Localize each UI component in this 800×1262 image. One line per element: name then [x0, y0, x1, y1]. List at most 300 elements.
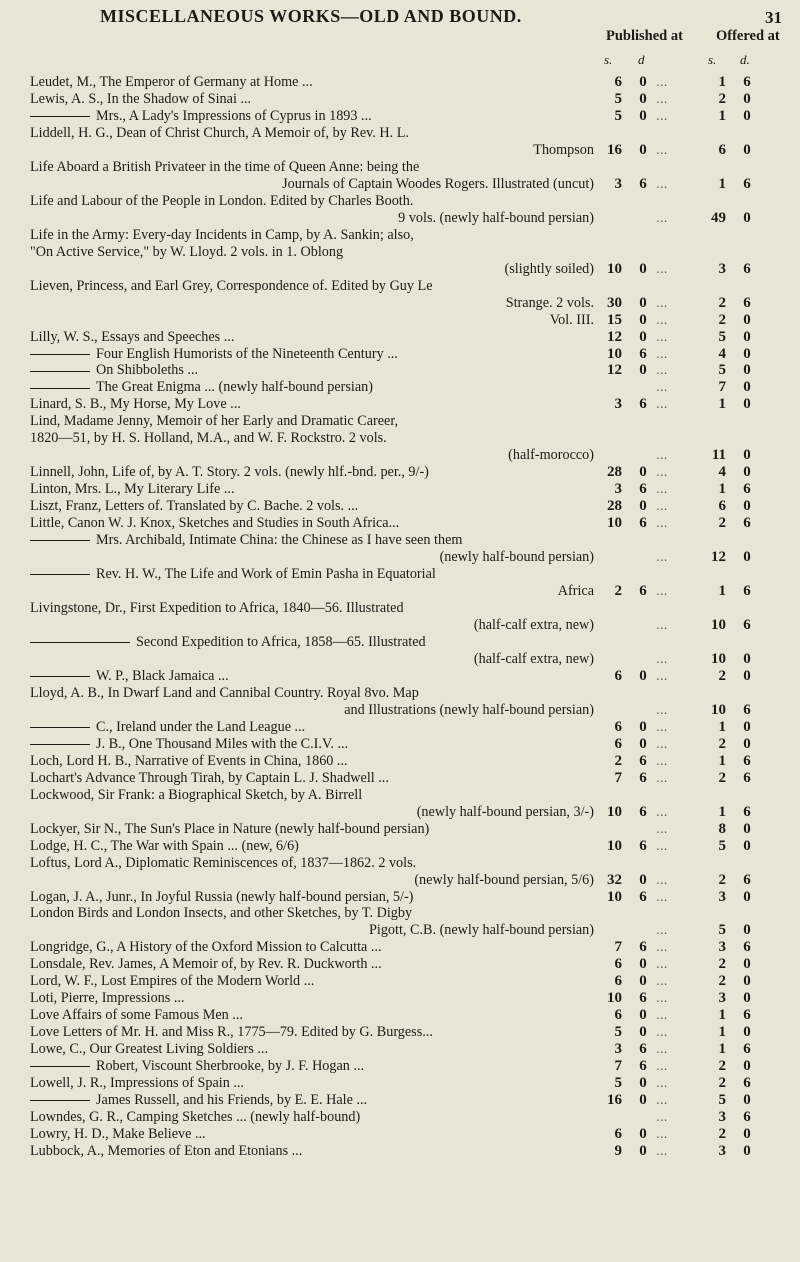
entry-title: Four English Humorists of the Nineteenth Century ...: [96, 345, 398, 362]
catalogue-entry: [0, 821, 800, 838]
leader-dots: ...: [656, 618, 668, 632]
entry-text: [30, 142, 594, 159]
published-shillings: 5: [614, 107, 622, 124]
published-shillings: 3: [614, 396, 622, 413]
entry-title: Loftus, Lord A., Diplomatic Reminiscences of, 1837—1862. 2 vols.: [30, 854, 417, 871]
offered-shillings: 4: [718, 345, 726, 362]
offered-pence: 0: [743, 650, 751, 667]
entry-title: Linnell, John, Life of, by A. T. Story. 2 vols. (newly hlf.-bnd. per., 9/-): [30, 464, 429, 481]
published-pence: 6: [639, 583, 647, 600]
offered-shillings: 1: [718, 1024, 726, 1041]
catalogue-entry: [0, 1109, 800, 1126]
catalogue-entry: [0, 922, 800, 939]
ditto-rule: [30, 574, 90, 575]
entry-text: [30, 787, 600, 804]
entry-title: The Great Enigma ... (newly half-bound persian): [96, 379, 373, 396]
offered-pence: 0: [743, 498, 751, 515]
entry-text: [30, 447, 594, 464]
offered-pence: 0: [743, 667, 751, 684]
published-pence: 0: [639, 107, 647, 124]
entry-title: Livingstone, Dr., First Expedition to Africa, 1840—56. Illustrated: [30, 600, 404, 617]
published-shillings: 30: [607, 294, 622, 311]
entry-title: Journals of Captain Woodes Rogers. Illustrated (uncut): [282, 175, 594, 192]
offered-shillings: 1: [718, 803, 726, 820]
published-pence: 0: [639, 90, 647, 107]
catalogue-entry: [0, 583, 800, 600]
catalogue-entry: [0, 515, 800, 532]
catalogue-entry: [0, 634, 800, 651]
published-pence: 0: [639, 1126, 647, 1143]
entry-text: [30, 312, 594, 329]
entry-title: Pigott, C.B. (newly half-bound persian): [369, 922, 594, 939]
offered-shillings: 2: [718, 294, 726, 311]
leader-dots: ...: [656, 872, 668, 887]
published-shillings: 16: [607, 141, 622, 158]
offered-shillings: 1: [718, 752, 726, 769]
offered-pence: 0: [743, 107, 751, 124]
offered-shillings: 2: [718, 956, 726, 973]
entry-title: (newly half-bound persian, 5/6): [414, 871, 594, 888]
offered-shillings: 3: [718, 939, 726, 956]
ditto-rule: [30, 727, 90, 728]
catalogue-entry: [0, 244, 800, 261]
catalogue-entry: [0, 74, 800, 91]
published-shillings: 15: [607, 311, 622, 328]
entry-title: Linard, S. B., My Horse, My Love ...: [30, 396, 241, 413]
leader-dots: ...: [656, 719, 668, 734]
leader-dots: ...: [656, 923, 668, 938]
leader-dots: ...: [656, 668, 668, 683]
published-pence: 0: [639, 956, 647, 973]
catalogue-entry: [0, 668, 800, 685]
offered-pence: 0: [743, 718, 751, 735]
published-shillings: 10: [607, 888, 622, 905]
offered-shillings: 7: [718, 379, 726, 396]
published-shillings: 12: [607, 362, 622, 379]
offered-shillings: 2: [718, 871, 726, 888]
offered-shillings: 1: [718, 107, 726, 124]
offered-shillings: 2: [718, 90, 726, 107]
entry-text: [30, 753, 600, 770]
published-pence: 6: [639, 888, 647, 905]
published-shillings: 7: [614, 939, 622, 956]
ditto-rule: [30, 540, 90, 541]
catalogue-entry: [0, 481, 800, 498]
offered-pence: 0: [743, 549, 751, 566]
offered-shillings: 5: [718, 922, 726, 939]
entry-title: Life and Labour of the People in London. Edited by Charles Booth.: [30, 192, 414, 209]
entry-text: [30, 600, 600, 617]
entry-text: [30, 1126, 600, 1143]
catalogue-entry: [0, 312, 800, 329]
catalogue-entry: [0, 193, 800, 210]
leader-dots: ...: [656, 804, 668, 819]
offered-pence: 0: [743, 141, 751, 158]
published-pence: 6: [639, 481, 647, 498]
offered-shillings: 3: [718, 888, 726, 905]
published-pence: 0: [639, 1143, 647, 1160]
leader-dots: ...: [656, 550, 668, 565]
leader-dots: ...: [656, 499, 668, 514]
published-pence: 6: [639, 345, 647, 362]
published-pence: 6: [639, 769, 647, 786]
published-shillings: 10: [607, 345, 622, 362]
catalogue-entry: [0, 855, 800, 872]
catalogue-entry: [0, 651, 800, 668]
entry-title: Lubbock, A., Memories of Eton and Etonians ...: [30, 1143, 303, 1160]
leader-dots: ...: [656, 838, 668, 853]
offered-shillings: 1: [718, 481, 726, 498]
catalogue-entry: [0, 685, 800, 702]
offered-shillings: 10: [711, 701, 726, 718]
entry-text: [30, 413, 600, 430]
catalogue-entry: [0, 379, 800, 396]
published-shillings: 6: [614, 718, 622, 735]
entry-text: [30, 396, 600, 413]
catalogue-entry: [0, 719, 800, 736]
offered-pence: 0: [743, 820, 751, 837]
entry-text: [30, 176, 594, 193]
published-shillings: 28: [607, 498, 622, 515]
published-shillings: 6: [614, 1007, 622, 1024]
published-shillings: 3: [614, 1041, 622, 1058]
catalogue-entry: [0, 142, 800, 159]
catalogue-entry: [0, 227, 800, 244]
catalogue-entry: [0, 804, 800, 821]
leader-dots: ...: [656, 516, 668, 531]
offered-pence: 0: [743, 209, 751, 226]
offered-pence: 0: [743, 311, 751, 328]
entry-title: Rev. H. W., The Life and Work of Emin Pasha in Equatorial: [96, 566, 436, 583]
catalogue-entry: [0, 532, 800, 549]
catalogue-entries: [0, 74, 800, 1160]
published-pence: 6: [639, 803, 647, 820]
offered-pence: 0: [743, 1058, 751, 1075]
entry-title: Lockyer, Sir N., The Sun's Place in Nature (newly half-bound persian): [30, 820, 430, 837]
offered-pence: 6: [743, 701, 751, 718]
entry-title: Lind, Madame Jenny, Memoir of her Early and Dramatic Career,: [30, 413, 399, 430]
published-shillings: 6: [614, 956, 622, 973]
offered-pence: 6: [743, 939, 751, 956]
offered-shillings: 10: [711, 650, 726, 667]
offered-shillings: 1: [718, 175, 726, 192]
entry-text: [30, 804, 594, 821]
published-shillings: 2: [614, 752, 622, 769]
entry-text: [30, 193, 600, 210]
offered-shillings: 2: [718, 1075, 726, 1092]
entry-text: [30, 379, 600, 396]
leader-dots: ...: [656, 363, 668, 378]
catalogue-entry: [0, 1143, 800, 1160]
leader-dots: ...: [656, 1042, 668, 1057]
published-shillings: 28: [607, 464, 622, 481]
leader-dots: ...: [656, 312, 668, 327]
leader-dots: ...: [656, 584, 668, 599]
offered-shillings: 2: [718, 311, 726, 328]
entry-title: Leudet, M., The Emperor of Germany at Home ...: [30, 74, 313, 90]
entry-text: [30, 770, 600, 787]
entry-title: Mrs., A Lady's Impressions of Cyprus in 1893 ...: [96, 107, 372, 124]
published-pence: 0: [639, 498, 647, 515]
entry-title: and Illustrations (newly half-bound persian): [344, 701, 594, 718]
published-pence: 0: [639, 1075, 647, 1092]
offered-shillings: 1: [718, 718, 726, 735]
offered-pence-heading: d.: [740, 52, 750, 67]
offered-shillings: 5: [718, 328, 726, 345]
entry-title: Life Aboard a British Privateer in the time of Queen Anne: being the: [30, 158, 420, 175]
entry-text: [30, 922, 594, 939]
offered-shillings: 3: [718, 990, 726, 1007]
entry-title: Thompson: [533, 141, 594, 158]
entry-title: Lochart's Advance Through Tirah, by Captain L. J. Shadwell ...: [30, 769, 389, 786]
entry-title: Mrs. Archibald, Intimate China: the Chinese as I have seen them: [96, 532, 463, 549]
offered-at-heading: Offered at: [716, 28, 780, 44]
offered-pence: 6: [743, 260, 751, 277]
catalogue-entry: [0, 872, 800, 889]
leader-dots: ...: [656, 651, 668, 666]
running-title: MISCELLANEOUS WORKS—OLD AND BOUND.: [100, 6, 522, 26]
entry-text: [30, 617, 594, 634]
entry-title: (newly half-bound persian): [439, 549, 594, 566]
published-pence: 6: [639, 515, 647, 532]
leader-dots: ...: [656, 482, 668, 497]
entry-title: Lockwood, Sir Frank: a Biographical Sketch, by A. Birrell: [30, 786, 363, 803]
offered-shillings: 1: [718, 1007, 726, 1024]
ditto-rule: [30, 642, 130, 643]
catalogue-entry: [0, 549, 800, 566]
entry-text: [30, 651, 594, 668]
published-shillings: 10: [607, 837, 622, 854]
catalogue-entry: [0, 905, 800, 922]
published-shillings: 5: [614, 1075, 622, 1092]
leader-dots: ...: [656, 397, 668, 412]
published-pence: 0: [639, 260, 647, 277]
published-pence: 0: [639, 1007, 647, 1024]
published-shillings: 6: [614, 973, 622, 990]
entry-text: [30, 838, 600, 855]
entry-title: London Birds and London Insects, and other Sketches, by T. Digby: [30, 905, 413, 922]
catalogue-entry: [0, 108, 800, 125]
entry-title: J. B., One Thousand Miles with the C.I.V. ...: [96, 735, 349, 752]
entry-title: Lowe, C., Our Greatest Living Soldiers ...: [30, 1041, 268, 1058]
entry-text: [30, 125, 600, 142]
entry-text: [30, 990, 600, 1007]
published-shillings: 10: [607, 515, 622, 532]
published-pence: 0: [639, 1024, 647, 1041]
published-shillings: 2: [614, 583, 622, 600]
leader-dots: ...: [656, 821, 668, 836]
leader-dots: ...: [656, 329, 668, 344]
offered-pence: 0: [743, 345, 751, 362]
ditto-rule: [30, 388, 90, 389]
offered-shillings: 1: [718, 1041, 726, 1058]
published-shillings: 5: [614, 1024, 622, 1041]
catalogue-entry: [0, 600, 800, 617]
entry-text: [30, 855, 600, 872]
leader-dots: ...: [656, 974, 668, 989]
published-shillings: 3: [614, 481, 622, 498]
entry-text: [30, 1109, 600, 1126]
catalogue-entry: [0, 125, 800, 142]
published-pence: 0: [639, 667, 647, 684]
entry-title: 9 vols. (newly half-bound persian): [398, 209, 594, 226]
entry-text: [30, 295, 594, 312]
offered-pence: 0: [743, 464, 751, 481]
published-shillings: 9: [614, 1143, 622, 1160]
entry-title: (half-calf extra, new): [473, 617, 594, 633]
offered-pence: 6: [743, 769, 751, 786]
offered-shillings: 10: [711, 617, 726, 633]
leader-dots: ...: [656, 346, 668, 361]
offered-shillings: 2: [718, 769, 726, 786]
catalogue-entry: [0, 939, 800, 956]
ditto-rule: [30, 744, 90, 745]
entry-text: [30, 74, 600, 91]
published-shillings: 10: [607, 990, 622, 1007]
catalogue-entry: [0, 210, 800, 227]
catalogue-entry: [0, 838, 800, 855]
offered-pence: 0: [743, 328, 751, 345]
offered-pence: 6: [743, 1041, 751, 1058]
entry-title: Lowndes, G. R., Camping Sketches ... (newly half-bound): [30, 1109, 361, 1126]
published-pence: 6: [639, 175, 647, 192]
published-pence: 0: [639, 328, 647, 345]
entry-text: [30, 583, 594, 600]
catalogue-entry: [0, 91, 800, 108]
entry-title: Lonsdale, Rev. James, A Memoir of, by Rev. R. Duckworth ...: [30, 956, 382, 973]
leader-dots: ...: [656, 295, 668, 310]
catalogue-entry: [0, 413, 800, 430]
published-pence: 0: [639, 871, 647, 888]
offered-pence: 0: [743, 1126, 751, 1143]
catalogue-entry: [0, 956, 800, 973]
entry-title: Strange. 2 vols.: [505, 294, 594, 311]
entry-text: [30, 956, 600, 973]
entry-title: Lowell, J. R., Impressions of Spain ...: [30, 1075, 244, 1092]
offered-pence: 0: [743, 956, 751, 973]
entry-title: Linton, Mrs. L., My Literary Life ...: [30, 481, 235, 498]
catalogue-entry: [0, 346, 800, 363]
offered-shillings: 2: [718, 667, 726, 684]
ditto-rule: [30, 371, 90, 372]
offered-pence: 6: [743, 583, 751, 600]
offered-pence: 0: [743, 888, 751, 905]
offered-shillings: 6: [718, 498, 726, 515]
entry-title: Lodge, H. C., The War with Spain ... (new, 6/6): [30, 837, 299, 854]
catalogue-entry: [0, 498, 800, 515]
catalogue-entry: [0, 736, 800, 753]
entry-text: [30, 464, 600, 481]
entry-text: [30, 1058, 600, 1075]
offered-pence: 0: [743, 447, 751, 464]
entry-text: [30, 1092, 600, 1109]
leader-dots: ...: [656, 753, 668, 768]
catalogue-entry: [0, 1058, 800, 1075]
published-shillings: 3: [614, 175, 622, 192]
offered-shillings: 12: [711, 549, 726, 566]
catalogue-entry: [0, 889, 800, 906]
entry-text: [30, 685, 600, 702]
offered-shillings: 6: [718, 141, 726, 158]
leader-dots: ...: [656, 176, 668, 191]
offered-pence: 6: [743, 175, 751, 192]
entry-text: [30, 329, 600, 346]
entry-text: [30, 702, 594, 719]
published-shillings: 10: [607, 260, 622, 277]
entry-title: (half-calf extra, new): [473, 650, 594, 667]
entry-title: (slightly soiled): [504, 260, 594, 277]
leader-dots: ...: [656, 1059, 668, 1074]
offered-pence: 0: [743, 379, 751, 396]
catalogue-entry: [0, 1041, 800, 1058]
entry-text: [30, 278, 600, 295]
entry-text: [30, 549, 594, 566]
published-shillings: 10: [607, 803, 622, 820]
catalogue-entry: [0, 159, 800, 176]
catalogue-entry: [0, 1024, 800, 1041]
offered-pence: 6: [743, 515, 751, 532]
entry-text: [30, 872, 594, 889]
published-shillings: 6: [614, 74, 622, 90]
catalogue-entry: [0, 1092, 800, 1109]
offered-shillings: 1: [718, 396, 726, 413]
entry-text: [30, 566, 600, 583]
entry-title: Loch, Lord H. B., Narrative of Events in China, 1860 ...: [30, 752, 348, 769]
entry-text: [30, 719, 600, 736]
catalogue-entry: [0, 753, 800, 770]
catalogue-entry: [0, 261, 800, 278]
offered-pence: 6: [743, 481, 751, 498]
offered-pence: 0: [743, 1024, 751, 1041]
leader-dots: ...: [656, 91, 668, 106]
entry-text: [30, 736, 600, 753]
offered-shillings: 3: [718, 1109, 726, 1126]
catalogue-entry: [0, 1007, 800, 1024]
entry-text: [30, 515, 600, 532]
leader-dots: ...: [656, 702, 668, 717]
entry-text: [30, 973, 600, 990]
published-shillings: 7: [614, 769, 622, 786]
leader-dots: ...: [656, 448, 668, 463]
entry-text: [30, 481, 600, 498]
leader-dots: ...: [656, 261, 668, 276]
entry-title: Liszt, Franz, Letters of. Translated by C. Bache. 2 vols. ...: [30, 498, 359, 515]
published-pence: 6: [639, 990, 647, 1007]
entry-text: [30, 1075, 600, 1092]
catalogue-entry: [0, 396, 800, 413]
published-pence: 0: [639, 735, 647, 752]
offered-shillings: 5: [718, 362, 726, 379]
offered-pence: 0: [743, 990, 751, 1007]
entry-title: Little, Canon W. J. Knox, Sketches and Studies in South Africa...: [30, 515, 400, 532]
published-pence: 0: [639, 1092, 647, 1109]
leader-dots: ...: [656, 889, 668, 904]
ditto-rule: [30, 1100, 90, 1101]
offered-pence: 6: [743, 803, 751, 820]
entry-text: [30, 821, 600, 838]
entry-title: Lieven, Princess, and Earl Grey, Correspondence of. Edited by Guy Le: [30, 277, 433, 294]
entry-text: [30, 939, 600, 956]
published-pence: 0: [639, 74, 647, 90]
entry-title: Lord, W. F., Lost Empires of the Modern World ...: [30, 973, 315, 990]
published-pence: 6: [639, 939, 647, 956]
published-pence: 0: [639, 311, 647, 328]
offered-pence: 6: [743, 752, 751, 769]
leader-dots: ...: [656, 1110, 668, 1125]
ditto-rule: [30, 116, 90, 117]
entry-title: Love Affairs of some Famous Men ...: [30, 1007, 243, 1024]
entry-title: Loti, Pierre, Impressions ...: [30, 990, 185, 1007]
